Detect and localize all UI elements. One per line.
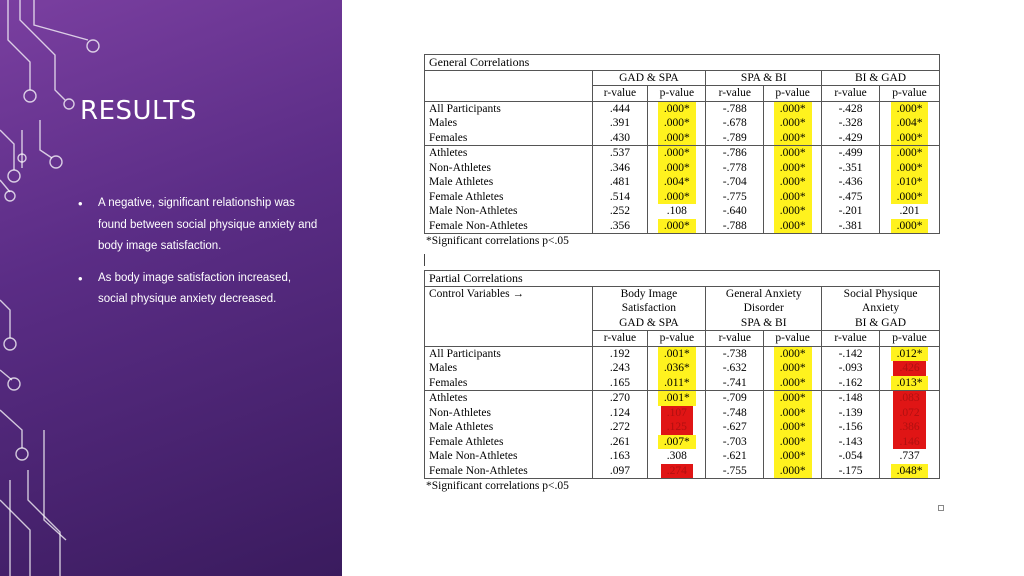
empty-header-cell [425, 331, 593, 347]
empty-header-cell [425, 86, 593, 102]
r-value-cell: -.738 [706, 346, 764, 361]
significant-highlight: .000* [774, 361, 812, 376]
p-value-cell [880, 190, 940, 205]
significant-highlight: .000* [891, 219, 929, 234]
general-correlations-table [424, 54, 940, 234]
subheader: r-value [592, 86, 648, 102]
row-label: Male Athletes [425, 420, 593, 435]
row-label: Male Non-Athletes [425, 204, 593, 219]
left-panel [0, 0, 342, 576]
p-value-cell [764, 391, 822, 406]
r-value-cell: -.621 [706, 449, 764, 464]
p-value-cell [648, 190, 706, 205]
subheader: p-value [880, 86, 940, 102]
p-value-cell [880, 376, 940, 391]
subheader: p-value [648, 86, 706, 102]
significant-highlight: .000* [774, 190, 812, 205]
r-value-cell: .270 [592, 391, 648, 406]
p-value-cell [880, 161, 940, 176]
p-value-cell [648, 420, 706, 435]
row-label: Female Athletes [425, 190, 593, 205]
p-value-cell [880, 116, 940, 131]
r-value-cell: -.775 [706, 190, 764, 205]
p-value-cell: .737 [880, 449, 940, 464]
significant-highlight: .001* [658, 347, 696, 362]
significant-highlight: .000* [658, 116, 696, 131]
table-row [425, 346, 940, 361]
r-value-cell: .346 [592, 161, 648, 176]
subheader: r-value [822, 86, 880, 102]
r-value-cell: .272 [592, 420, 648, 435]
row-label: Females [425, 131, 593, 146]
r-value-cell: -.054 [822, 449, 880, 464]
r-value-cell: -.741 [706, 376, 764, 391]
row-label: Athletes [425, 146, 593, 161]
row-label: Males [425, 116, 593, 131]
p-value-cell [648, 464, 706, 479]
p-value-cell [764, 406, 822, 421]
r-value-cell: -.475 [822, 190, 880, 205]
r-value-cell: -.351 [822, 161, 880, 176]
r-value-cell: -.201 [822, 204, 880, 219]
significant-highlight: .000* [891, 131, 929, 146]
subheader: p-value [648, 331, 706, 347]
r-value-cell: .481 [592, 175, 648, 190]
significant-highlight: .000* [774, 219, 812, 234]
bullet-text: As body image satisfaction increased, social physique anxiety decreased. [98, 271, 292, 305]
p-value-cell [880, 131, 940, 146]
significant-highlight: .000* [658, 161, 696, 176]
significant-highlight: .000* [658, 219, 696, 234]
table-row [425, 101, 940, 116]
row-label: Female Non-Athletes [425, 464, 593, 479]
row-label: Athletes [425, 391, 593, 406]
nonsignificant-highlight: .072 [893, 406, 925, 421]
r-value-cell: -.709 [706, 391, 764, 406]
correlation-tables-image[interactable] [424, 54, 940, 493]
p-value-cell [880, 219, 940, 234]
nonsignificant-highlight: .125 [661, 420, 693, 435]
significant-highlight: .000* [774, 146, 812, 161]
subheader: p-value [764, 331, 822, 347]
p-value-cell [648, 146, 706, 161]
significant-highlight: .000* [774, 406, 812, 421]
r-value-cell: -.627 [706, 420, 764, 435]
r-value-cell: -.148 [822, 391, 880, 406]
r-value-cell: -.640 [706, 204, 764, 219]
r-value-cell: -.678 [706, 116, 764, 131]
significant-highlight: .012* [891, 347, 929, 362]
nonsignificant-highlight: .386 [893, 420, 925, 435]
p-value-cell [648, 101, 706, 116]
r-value-cell: .163 [592, 449, 648, 464]
p-value-cell [764, 464, 822, 479]
p-value-cell [880, 406, 940, 421]
bullet-dot: • [78, 196, 83, 211]
group-header: SPA & BI [706, 70, 822, 86]
p-value-cell [764, 161, 822, 176]
r-value-cell: .252 [592, 204, 648, 219]
table-row [425, 361, 940, 376]
p-value-cell [764, 361, 822, 376]
control-header: Social Physique Anxiety [822, 286, 940, 316]
r-value-cell: -.703 [706, 435, 764, 450]
significant-highlight: .000* [658, 102, 696, 117]
r-value-cell: -.139 [822, 406, 880, 421]
subheader: p-value [880, 331, 940, 347]
r-value-cell: .537 [592, 146, 648, 161]
p-value-cell [648, 116, 706, 131]
subheader: r-value [706, 86, 764, 102]
r-value-cell: .261 [592, 435, 648, 450]
group-header: GAD & SPA [592, 316, 706, 331]
r-value-cell: -.704 [706, 175, 764, 190]
significant-highlight: .007* [658, 435, 696, 450]
table-row [425, 449, 940, 464]
r-value-cell: -.788 [706, 101, 764, 116]
table-row [425, 190, 940, 205]
r-value-cell: -.328 [822, 116, 880, 131]
general-note: *Significant correlations p<.05 [426, 235, 569, 247]
significant-highlight: .036* [658, 361, 696, 376]
p-value-cell [880, 435, 940, 450]
row-label: Female Athletes [425, 435, 593, 450]
p-value-cell [764, 175, 822, 190]
significant-highlight: .000* [774, 464, 812, 479]
r-value-cell: -.381 [822, 219, 880, 234]
table-row [425, 219, 940, 234]
table-row [425, 435, 940, 450]
row-label: Males [425, 361, 593, 376]
p-value-cell [764, 346, 822, 361]
r-value-cell: -.499 [822, 146, 880, 161]
p-value-cell: .201 [880, 204, 940, 219]
p-value-cell [648, 131, 706, 146]
significant-highlight: .000* [658, 190, 696, 205]
p-value-cell [880, 361, 940, 376]
significant-highlight: .000* [658, 131, 696, 146]
p-value-cell [764, 376, 822, 391]
group-header: GAD & SPA [592, 70, 706, 86]
r-value-cell: -.778 [706, 161, 764, 176]
r-value-cell: .391 [592, 116, 648, 131]
partial-table-title: Partial Correlations [425, 271, 940, 287]
p-value-cell [880, 391, 940, 406]
p-value-cell [880, 101, 940, 116]
table-row [425, 175, 940, 190]
row-label: Non-Athletes [425, 161, 593, 176]
p-value-cell [764, 101, 822, 116]
p-value-cell [764, 190, 822, 205]
nonsignificant-highlight: .426 [893, 361, 925, 376]
significant-highlight: .010* [891, 175, 929, 190]
significant-highlight: .000* [891, 190, 929, 205]
p-value-cell [648, 175, 706, 190]
r-value-cell: .192 [592, 346, 648, 361]
p-value-cell [764, 116, 822, 131]
r-value-cell: .243 [592, 361, 648, 376]
partial-table-body [425, 346, 940, 479]
r-value-cell: -.162 [822, 376, 880, 391]
bullet-text: A negative, significant relationship was found between social physique anxiety and body image satisfaction. [98, 197, 318, 252]
p-value-cell [764, 131, 822, 146]
partial-note: *Significant correlations p<.05 [426, 480, 569, 492]
row-label: All Participants [425, 346, 593, 361]
significant-highlight: .000* [774, 449, 812, 464]
general-table-body [425, 101, 940, 234]
p-value-cell [764, 435, 822, 450]
p-value-cell [764, 204, 822, 219]
significant-highlight: .004* [658, 175, 696, 190]
row-label: All Participants [425, 101, 593, 116]
significant-highlight: .000* [774, 204, 812, 219]
table-row [425, 204, 940, 219]
bullet-list [78, 193, 318, 321]
r-value-cell: -.156 [822, 420, 880, 435]
general-table-title: General Correlations [425, 55, 940, 71]
p-value-cell [880, 346, 940, 361]
significant-highlight: .000* [774, 391, 812, 406]
significant-highlight: .000* [774, 131, 812, 146]
table-row [425, 406, 940, 421]
row-label: Females [425, 376, 593, 391]
slide-title: RESULTS [80, 96, 197, 126]
empty-header-cell [425, 70, 593, 86]
nonsignificant-highlight: .107 [661, 406, 693, 421]
table-row [425, 376, 940, 391]
control-header: General Anxiety Disorder [706, 286, 822, 316]
significant-highlight: .000* [774, 420, 812, 435]
r-value-cell: -.789 [706, 131, 764, 146]
control-variables-label: Control Variables → [425, 286, 593, 316]
p-value-cell [648, 361, 706, 376]
table-row [425, 146, 940, 161]
p-value-cell: .108 [648, 204, 706, 219]
control-header: Body Image Satisfaction [592, 286, 706, 316]
p-value-cell: .308 [648, 449, 706, 464]
r-value-cell: -.436 [822, 175, 880, 190]
resize-handle[interactable] [938, 505, 944, 511]
table-row [425, 420, 940, 435]
subheader: p-value [764, 86, 822, 102]
table-row [425, 391, 940, 406]
p-value-cell [764, 449, 822, 464]
significant-highlight: .000* [774, 175, 812, 190]
r-value-cell: -.788 [706, 219, 764, 234]
table-row [425, 161, 940, 176]
p-value-cell [880, 420, 940, 435]
row-label: Female Non-Athletes [425, 219, 593, 234]
r-value-cell: -.428 [822, 101, 880, 116]
bullet-item [78, 193, 318, 258]
significant-highlight: .000* [774, 116, 812, 131]
significant-highlight: .000* [658, 146, 696, 161]
p-value-cell [648, 219, 706, 234]
p-value-cell [648, 346, 706, 361]
r-value-cell: -.786 [706, 146, 764, 161]
r-value-cell: .124 [592, 406, 648, 421]
r-value-cell: -.632 [706, 361, 764, 376]
p-value-cell [648, 161, 706, 176]
significant-highlight: .001* [658, 391, 696, 406]
p-value-cell [764, 146, 822, 161]
r-value-cell: .444 [592, 101, 648, 116]
significant-highlight: .011* [658, 376, 695, 391]
r-value-cell: -.429 [822, 131, 880, 146]
table-row [425, 116, 940, 131]
p-value-cell [880, 146, 940, 161]
significant-highlight: .000* [891, 146, 929, 161]
r-value-cell: -.142 [822, 346, 880, 361]
nonsignificant-highlight: .274 [661, 464, 693, 479]
significant-highlight: .004* [891, 116, 929, 131]
significant-highlight: .000* [774, 161, 812, 176]
table-row [425, 464, 940, 479]
nonsignificant-highlight: .083 [893, 391, 925, 406]
significant-highlight: .000* [891, 161, 929, 176]
r-value-cell: -.175 [822, 464, 880, 479]
p-value-cell [880, 175, 940, 190]
significant-highlight: .013* [891, 376, 929, 391]
empty-header-cell [425, 316, 593, 331]
r-value-cell: -.143 [822, 435, 880, 450]
nonsignificant-highlight: .146 [893, 435, 925, 450]
significant-highlight: .000* [774, 376, 812, 391]
table-row [425, 131, 940, 146]
significant-highlight: .048* [891, 464, 929, 479]
r-value-cell: -.093 [822, 361, 880, 376]
row-label: Male Athletes [425, 175, 593, 190]
p-value-cell [648, 376, 706, 391]
significant-highlight: .000* [891, 102, 929, 117]
text-cursor [424, 254, 425, 266]
bullet-item [78, 268, 318, 311]
partial-correlations-table [424, 270, 940, 479]
group-header: BI & GAD [822, 70, 940, 86]
p-value-cell [880, 464, 940, 479]
row-label: Non-Athletes [425, 406, 593, 421]
r-value-cell: .514 [592, 190, 648, 205]
significant-highlight: .000* [774, 435, 812, 450]
p-value-cell [764, 219, 822, 234]
significant-highlight: .000* [774, 102, 812, 117]
p-value-cell [648, 391, 706, 406]
subheader: r-value [822, 331, 880, 347]
group-header: BI & GAD [822, 316, 940, 331]
subheader: r-value [592, 331, 648, 347]
significant-highlight: .000* [774, 347, 812, 362]
r-value-cell: .097 [592, 464, 648, 479]
group-header: SPA & BI [706, 316, 822, 331]
p-value-cell [648, 406, 706, 421]
row-label: Male Non-Athletes [425, 449, 593, 464]
p-value-cell [648, 435, 706, 450]
bullet-dot: • [78, 270, 83, 286]
r-value-cell: -.755 [706, 464, 764, 479]
subheader: r-value [706, 331, 764, 347]
p-value-cell [764, 420, 822, 435]
r-value-cell: .356 [592, 219, 648, 234]
r-value-cell: -.748 [706, 406, 764, 421]
r-value-cell: .430 [592, 131, 648, 146]
r-value-cell: .165 [592, 376, 648, 391]
